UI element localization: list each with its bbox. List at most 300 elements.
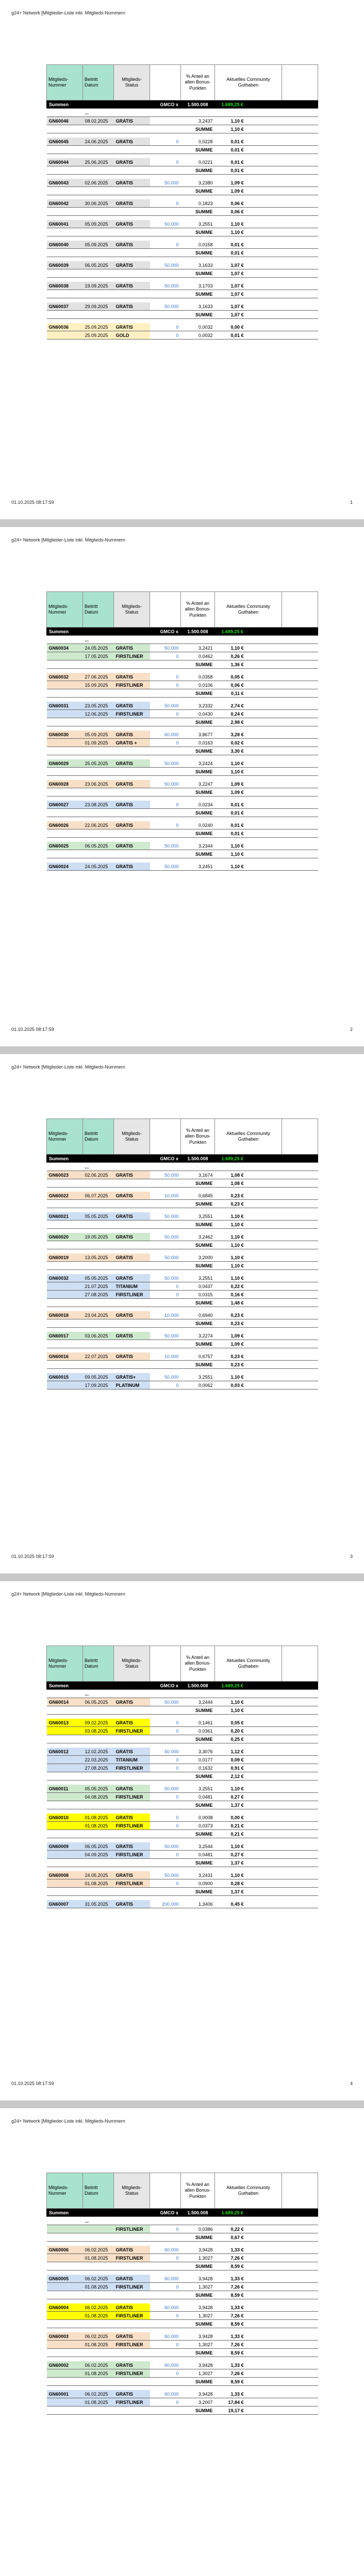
member-status: GRATIS <box>114 801 150 809</box>
member-row <box>47 1373 318 1381</box>
summe-empty <box>282 1262 318 1270</box>
row-pad <box>246 331 282 340</box>
row-pad <box>282 2332 318 2341</box>
join-date: 24.05.2025 <box>83 1871 114 1879</box>
bonus-points <box>150 117 181 125</box>
ellipsis: ... <box>83 1163 114 1171</box>
bonus-points: 200.000 <box>150 1900 181 1908</box>
bonus-points: 0 <box>150 1756 181 1764</box>
member-status: GRATIS <box>114 179 150 187</box>
summe-empty <box>150 208 181 216</box>
page-footer-date: 01.10.2025 08:17:59 <box>11 1027 54 1032</box>
bonus-points: 0 <box>150 1822 181 1830</box>
col-header-blank <box>150 1646 181 1682</box>
summe-empty <box>83 2262 114 2270</box>
summe-empty <box>282 689 318 698</box>
bonus-percent: 0,0163 <box>181 739 215 747</box>
community-credit: 1,07 € <box>215 302 246 311</box>
summe-empty <box>47 2291 83 2299</box>
summe-value: 3,30 € <box>215 747 246 755</box>
member-id: GN60045 <box>47 138 83 146</box>
row-pad <box>282 1879 318 1888</box>
gap-cell <box>47 175 318 179</box>
join-date: 23.08.2025 <box>83 801 114 809</box>
gap-cell <box>47 1838 318 1843</box>
member-status: FIRSTLINER <box>114 1822 150 1830</box>
summe-empty <box>246 1299 282 1307</box>
member-row <box>47 1352 318 1361</box>
summen-empty <box>282 628 318 636</box>
member-id: GN60006 <box>47 2246 83 2254</box>
summe-row <box>47 208 318 216</box>
row-pad <box>246 821 282 829</box>
summe-empty <box>47 1801 83 1809</box>
summen-label: Summen <box>47 2209 83 2217</box>
member-id: GN60007 <box>47 1900 83 1908</box>
member-row <box>47 2332 318 2341</box>
join-date: 05.05.2025 <box>83 1785 114 1793</box>
bonus-points: 50.000 <box>150 862 181 871</box>
summe-empty <box>150 2378 181 2386</box>
member-status: GRATIS <box>114 158 150 166</box>
community-credit: 1,10 € <box>215 1785 246 1793</box>
document-page <box>0 0 364 519</box>
summe-empty <box>114 2233 150 2242</box>
summe-empty <box>83 2406 114 2415</box>
bonus-points: 0 <box>150 323 181 331</box>
summe-empty <box>150 1200 181 1208</box>
bonus-percent: 3,2000 <box>181 1253 215 1262</box>
gap-cell <box>47 236 318 241</box>
row-pad <box>282 2225 318 2233</box>
bonus-points: 0 <box>150 739 181 747</box>
group-gap <box>47 1348 318 1353</box>
member-id <box>47 1879 83 1888</box>
row-pad <box>246 179 282 187</box>
community-credit: 1,33 € <box>215 2390 246 2398</box>
community-credit: 7,26 € <box>215 2254 246 2262</box>
summe-empty <box>282 125 318 133</box>
gap-cell <box>47 1208 318 1213</box>
summe-label: SUMME <box>181 1200 215 1208</box>
summe-empty <box>246 1735 282 1743</box>
summe-empty <box>246 809 282 817</box>
member-status: FIRSTLINER <box>114 1727 150 1735</box>
summe-empty <box>246 660 282 669</box>
community-credit: 0,27 € <box>215 1851 246 1859</box>
gap-cell <box>47 2299 318 2304</box>
bonus-percent: 0,1461 <box>181 1719 215 1727</box>
member-row <box>47 702 318 710</box>
members-table <box>46 1646 318 1912</box>
summe-empty <box>246 2291 282 2299</box>
member-status: FIRSTLINER <box>114 2312 150 2320</box>
bonus-points: 50.000 <box>150 1748 181 1756</box>
join-date: 19.09.2025 <box>83 282 114 290</box>
summe-row <box>47 829 318 838</box>
community-credit: 0,22 € <box>215 2225 246 2233</box>
summe-label: SUMME <box>181 187 215 195</box>
join-date: 15.09.2025 <box>83 681 114 689</box>
bonus-percent: 0,0221 <box>181 158 215 166</box>
summen-empty <box>282 2209 318 2217</box>
group-gap <box>47 1307 318 1312</box>
summe-empty <box>114 2320 150 2328</box>
bonus-points: 50.000 <box>150 179 181 187</box>
bonus-points: 0 <box>150 1793 181 1801</box>
col-header-guthaben: Aktuelles Community Guthaben <box>215 2173 282 2209</box>
summe-empty <box>83 1340 114 1348</box>
summe-empty <box>150 788 181 796</box>
summe-empty <box>47 269 83 278</box>
bonus-points: 60.000 <box>150 2332 181 2341</box>
community-credit: 2,74 € <box>215 702 246 710</box>
summe-empty <box>150 1888 181 1896</box>
bonus-percent: 0,6845 <box>181 1192 215 1200</box>
group-gap <box>47 1896 318 1901</box>
summe-empty <box>114 1319 150 1328</box>
bonus-percent: 0,0008 <box>181 1814 215 1822</box>
summe-label: SUMME <box>181 2262 215 2270</box>
summe-empty <box>150 1319 181 1328</box>
member-id <box>47 1822 83 1830</box>
group-gap <box>47 2386 318 2391</box>
member-row <box>47 1756 318 1764</box>
summe-empty <box>83 1221 114 1229</box>
summe-label: SUMME <box>181 2406 215 2415</box>
page-number: 2 <box>350 1027 353 1032</box>
community-credit: 7,26 € <box>215 2312 246 2320</box>
member-row <box>47 1332 318 1340</box>
summe-empty <box>83 768 114 776</box>
join-date: 01.08.2025 <box>83 2312 114 2320</box>
member-row <box>47 2341 318 2349</box>
summe-label: SUMME <box>181 747 215 755</box>
row-pad <box>282 179 318 187</box>
col-header-status: Mitglieds-Status <box>114 592 150 628</box>
summe-label: SUMME <box>181 269 215 278</box>
member-id: GN60021 <box>47 1212 83 1221</box>
member-id: GN60046 <box>47 117 83 125</box>
row-pad <box>282 1727 318 1735</box>
ellipsis-row <box>47 1163 318 1171</box>
ellipsis-empty <box>47 1690 83 1698</box>
summe-row <box>47 1801 318 1809</box>
community-credit: 7,26 € <box>215 2369 246 2378</box>
member-row <box>47 821 318 829</box>
gap-cell <box>47 133 318 138</box>
page-header: g24+ Network [Mitglieder-Liste inkl. Mitglieds-Nummern <box>11 1064 125 1070</box>
bonus-percent: 3,2437 <box>181 117 215 125</box>
community-credit: 0,00 € <box>215 1814 246 1822</box>
ellipsis-row <box>47 1690 318 1698</box>
summe-empty <box>47 1706 83 1715</box>
group-gap <box>47 216 318 221</box>
gap-cell <box>47 1781 318 1785</box>
total-guthaben: 1.689,25 € <box>215 1155 246 1163</box>
member-id: GN60025 <box>47 842 83 850</box>
member-id: GN60031 <box>47 702 83 710</box>
join-date: 25.06.2025 <box>83 158 114 166</box>
bonus-percent: 3,9428 <box>181 2275 215 2283</box>
member-row <box>47 117 318 125</box>
summe-empty <box>114 689 150 698</box>
member-id: GN60014 <box>47 1698 83 1706</box>
row-pad <box>282 1822 318 1830</box>
bonus-points: 60.000 <box>150 2361 181 2369</box>
summen-empty <box>282 1682 318 1690</box>
group-gap <box>47 2357 318 2362</box>
summe-empty <box>150 2320 181 2328</box>
community-credit: 1,33 € <box>215 2275 246 2283</box>
gap-cell <box>47 776 318 781</box>
bonus-percent: 3,2451 <box>181 862 215 871</box>
member-id: GN60038 <box>47 282 83 290</box>
join-date: 25.09.2025 <box>83 331 114 340</box>
ellipsis: ... <box>83 1690 114 1698</box>
gap-cell <box>47 2386 318 2391</box>
member-row <box>47 2390 318 2398</box>
summe-empty <box>150 269 181 278</box>
community-credit: 0,27 € <box>215 1793 246 1801</box>
summe-value: 0,25 € <box>215 1735 246 1743</box>
community-credit: 0,00 € <box>215 323 246 331</box>
ellipsis-empty <box>282 636 318 644</box>
member-row <box>47 681 318 689</box>
row-pad <box>246 2332 282 2341</box>
row-pad <box>282 117 318 125</box>
table-header-row <box>47 592 318 628</box>
member-id: GN60017 <box>47 1332 83 1340</box>
community-credit: 0,03 € <box>215 1381 246 1389</box>
col-header-pad <box>282 1646 318 1682</box>
gmco-value: 1.500.008 <box>181 2209 215 2217</box>
member-row <box>47 323 318 331</box>
gmco-label: GMCO x <box>150 1155 181 1163</box>
summe-empty <box>114 166 150 175</box>
summe-row <box>47 2262 318 2270</box>
col-header-blank <box>150 2173 181 2209</box>
summe-empty <box>83 689 114 698</box>
member-id: GN60020 <box>47 1233 83 1241</box>
summe-empty <box>114 1299 150 1307</box>
summe-label: SUMME <box>181 768 215 776</box>
summe-value: 1,09 € <box>215 1340 246 1348</box>
row-pad <box>246 302 282 311</box>
member-id <box>47 1381 83 1389</box>
ellipsis-empty <box>114 1690 150 1698</box>
group-gap <box>47 1838 318 1843</box>
member-row <box>47 862 318 871</box>
summe-empty <box>114 2378 150 2386</box>
row-pad <box>246 2303 282 2312</box>
summen-empty <box>83 1682 114 1690</box>
community-credit: 0,06 € <box>215 681 246 689</box>
summe-empty <box>83 2320 114 2328</box>
summe-value: 0,01 € <box>215 809 246 817</box>
bonus-percent: 3,2544 <box>181 1842 215 1851</box>
summe-row <box>47 1830 318 1838</box>
community-credit: 0,01 € <box>215 241 246 249</box>
summe-value: 1,07 € <box>215 290 246 298</box>
summe-value: 2,98 € <box>215 718 246 726</box>
summe-row <box>47 1859 318 1867</box>
member-id: GN60042 <box>47 199 83 208</box>
summe-empty <box>246 1262 282 1270</box>
summe-empty <box>47 290 83 298</box>
summe-empty <box>246 1179 282 1188</box>
summe-label: SUMME <box>181 1179 215 1188</box>
summe-empty <box>83 1179 114 1188</box>
row-pad <box>282 282 318 290</box>
summen-empty <box>83 1155 114 1163</box>
summe-empty <box>47 1319 83 1328</box>
join-date: 01.08.2025 <box>83 2254 114 2262</box>
group-gap <box>47 1715 318 1719</box>
bonus-points: 60.000 <box>150 731 181 739</box>
summe-row <box>47 166 318 175</box>
join-date: 30.06.2025 <box>83 199 114 208</box>
community-credit: 0,01 € <box>215 138 246 146</box>
summe-row <box>47 747 318 755</box>
community-credit: 1,10 € <box>215 1212 246 1221</box>
join-date: 03.08.2025 <box>83 1727 114 1735</box>
col-header-guthaben: Aktuelles Community Guthaben <box>215 1646 282 1682</box>
member-id <box>47 331 83 340</box>
summe-empty <box>150 2291 181 2299</box>
summe-value: 0,23 € <box>215 1319 246 1328</box>
gap-cell <box>47 195 318 200</box>
member-row <box>47 179 318 187</box>
row-pad <box>246 1879 282 1888</box>
row-pad <box>282 673 318 681</box>
member-id: GN60015 <box>47 1373 83 1381</box>
summe-empty <box>114 249 150 257</box>
member-id <box>47 1291 83 1299</box>
summe-value: 1,10 € <box>215 1262 246 1270</box>
summe-empty <box>246 747 282 755</box>
summe-label: SUMME <box>181 146 215 154</box>
member-id: GN60044 <box>47 158 83 166</box>
summe-empty <box>282 809 318 817</box>
join-date: 05.09.2025 <box>83 220 114 228</box>
summe-value: 8,59 € <box>215 2378 246 2386</box>
join-date: 01.08.2025 <box>83 2398 114 2406</box>
row-pad <box>246 282 282 290</box>
member-row <box>47 1851 318 1859</box>
community-credit: 1,07 € <box>215 261 246 269</box>
join-date: 12.02.2025 <box>83 1748 114 1756</box>
member-id: GN60003 <box>47 2332 83 2341</box>
ellipsis-empty <box>246 109 282 117</box>
member-status: GRATIS <box>114 261 150 269</box>
gap-cell <box>47 2357 318 2362</box>
summe-row <box>47 290 318 298</box>
row-pad <box>246 117 282 125</box>
summe-value: 0,11 € <box>215 689 246 698</box>
summe-empty <box>150 311 181 319</box>
row-pad <box>282 801 318 809</box>
group-gap <box>47 1249 318 1254</box>
member-status: GRATIS <box>114 302 150 311</box>
bonus-percent: 0,0358 <box>181 673 215 681</box>
gap-cell <box>47 216 318 221</box>
bonus-percent: 0,0430 <box>181 710 215 718</box>
col-header-status: Mitglieds-Status <box>114 65 150 100</box>
summe-empty <box>150 689 181 698</box>
summe-value: 0,01 € <box>215 146 246 154</box>
col-header-pad <box>282 65 318 100</box>
summe-empty <box>47 1262 83 1270</box>
join-date: 06.05.2025 <box>83 261 114 269</box>
row-pad <box>246 1253 282 1262</box>
summe-row <box>47 1179 318 1188</box>
gap-cell <box>47 1348 318 1353</box>
row-pad <box>246 1727 282 1735</box>
member-row <box>47 1719 318 1727</box>
community-credit: 1,10 € <box>215 1871 246 1879</box>
summe-value: 1,10 € <box>215 768 246 776</box>
community-credit: 1,10 € <box>215 1253 246 1262</box>
bonus-points: 0 <box>150 2225 181 2233</box>
summe-empty <box>114 718 150 726</box>
group-gap <box>47 755 318 760</box>
member-id <box>47 739 83 747</box>
summe-empty <box>282 2349 318 2357</box>
member-status: FIRSTLINER <box>114 1851 150 1859</box>
summe-empty <box>114 788 150 796</box>
bonus-percent: 1,3027 <box>181 2283 215 2291</box>
summe-empty <box>150 125 181 133</box>
member-row <box>47 842 318 850</box>
bonus-percent: 0,6757 <box>181 1352 215 1361</box>
member-row <box>47 1311 318 1319</box>
bonus-percent: 1,3027 <box>181 2312 215 2320</box>
community-credit: 1,10 € <box>215 759 246 768</box>
table-header-row <box>47 1119 318 1155</box>
member-status: GRATIS <box>114 780 150 788</box>
summe-empty <box>83 2291 114 2299</box>
community-credit: 0,23 € <box>215 1352 246 1361</box>
gap-cell <box>47 1896 318 1901</box>
summe-empty <box>83 1735 114 1743</box>
summe-empty <box>282 1299 318 1307</box>
summe-value: 1,36 € <box>215 660 246 669</box>
member-id: GN60041 <box>47 220 83 228</box>
gmco-label: GMCO x <box>150 1682 181 1690</box>
member-status: FIRSTLINER <box>114 1764 150 1772</box>
gap-cell <box>47 1809 318 1814</box>
summe-value: 0,06 € <box>215 208 246 216</box>
member-status: GRATIS <box>114 117 150 125</box>
ellipsis-empty <box>181 2217 215 2225</box>
join-date: 24.05.2025 <box>83 862 114 871</box>
page-footer-date: 01.10.2025 08:17:59 <box>11 500 54 505</box>
group-gap <box>47 2415 318 2419</box>
group-gap <box>47 2242 318 2246</box>
row-pad <box>282 821 318 829</box>
bonus-points: 0 <box>150 158 181 166</box>
community-credit: 0,20 € <box>215 1727 246 1735</box>
summe-empty <box>246 1241 282 1249</box>
summe-empty <box>114 1241 150 1249</box>
summe-empty <box>47 187 83 195</box>
row-pad <box>246 241 282 249</box>
row-pad <box>282 1793 318 1801</box>
ellipsis-empty <box>47 1163 83 1171</box>
summe-empty <box>83 311 114 319</box>
bonus-percent: 0,0177 <box>181 1756 215 1764</box>
